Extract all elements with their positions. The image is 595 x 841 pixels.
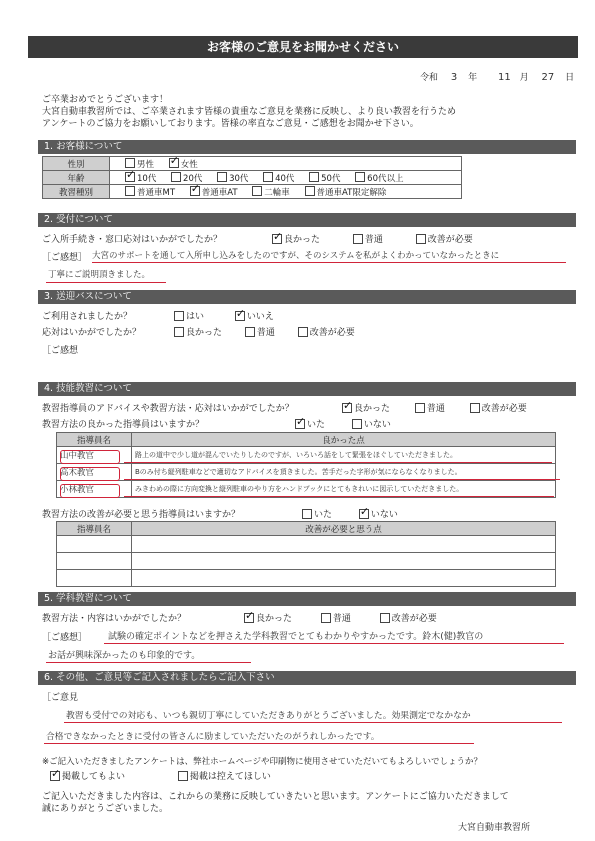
option-good[interactable]: ✓ 良かった xyxy=(342,401,390,414)
checkbox[interactable] xyxy=(263,172,273,182)
instructor-name[interactable]: 高木教官 xyxy=(57,464,132,481)
option-male[interactable]: 男性 xyxy=(125,158,154,170)
table-row xyxy=(57,481,556,498)
table-row xyxy=(43,185,462,199)
improvement-point[interactable] xyxy=(132,536,556,553)
instructor-name[interactable]: 小林教官 xyxy=(57,481,132,498)
table-row xyxy=(57,536,556,553)
s5-comment-line[interactable]: お話が興味深かったのも印象的です。 xyxy=(48,651,201,661)
option-no[interactable]: ✓ いいえ xyxy=(235,309,274,322)
checkbox[interactable] xyxy=(217,172,227,182)
improvement-point[interactable] xyxy=(132,553,556,570)
table-header-row xyxy=(57,433,556,447)
checkbox[interactable] xyxy=(321,613,331,623)
col-header-improvement-points: 改善が必要と思う点 xyxy=(132,522,556,536)
s6-comment-line[interactable]: 合格できなかったときに受付の皆さんに励ましていただいたのがうれしかったです。 xyxy=(46,732,380,742)
improvement-point[interactable] xyxy=(132,570,556,587)
closing-text xyxy=(42,791,572,815)
col-header-name: 指導員名 xyxy=(57,433,132,447)
option-yes[interactable]: はい xyxy=(174,309,204,322)
option-needs-improvement[interactable]: 改善が必要 xyxy=(416,232,473,245)
s2-comment-label: ［ご感想］ xyxy=(42,253,88,263)
option-20s[interactable]: 20代 xyxy=(171,172,202,184)
red-box xyxy=(60,467,120,481)
intro-line: アンケートのご協力をお願いしております。皆様の率直なご意見・ご感想をお聞かせ下さい。 xyxy=(42,119,419,129)
section-5-header: 5. 学科教習について xyxy=(38,592,576,606)
checkbox[interactable] xyxy=(174,311,184,321)
date-month[interactable]: 11 xyxy=(498,72,511,83)
section-6-header: 6. その他、ご意見等ご記入されましたらご記入下さい xyxy=(38,671,576,685)
instructor-name[interactable] xyxy=(57,553,132,570)
option-no[interactable]: いない xyxy=(352,417,391,430)
checkbox[interactable] xyxy=(171,172,181,182)
section-3-header: 3. 送迎バスについて xyxy=(38,290,576,304)
red-underline xyxy=(64,722,562,723)
checkbox[interactable] xyxy=(302,509,312,519)
s3-q1: ご利用されましたか？ xyxy=(42,312,133,322)
checkbox[interactable] xyxy=(125,158,135,168)
good-instructor-table xyxy=(56,432,556,498)
s4-q3: 教習方法の改善が必要と思う指導員はいますか？ xyxy=(42,510,241,520)
date-month-unit: 月 xyxy=(519,73,529,83)
s6-comment-line[interactable]: 教習も受付での対応も、いつも親切丁寧にしていただきありがとうございました。効果測定でなかなか xyxy=(66,711,471,721)
table-row xyxy=(57,464,556,481)
consent-text: ※ご記入いただきましたアンケートは、弊社ホームページや印刷物に使用させていただいてもよろしいでしょうか？ xyxy=(42,757,482,767)
s5-question: 教習方法・内容はいかがでしたか？ xyxy=(42,614,187,624)
option-30s[interactable]: 30代 xyxy=(217,172,248,184)
option-yes[interactable]: いた xyxy=(302,507,332,520)
red-box xyxy=(60,484,120,498)
option-yes[interactable]: ✓ いた xyxy=(295,417,325,430)
s4-q3-options xyxy=(290,507,398,520)
intro-line: ご卒業おめでとうございます！ xyxy=(42,95,169,105)
option-decline-publish[interactable]: 掲載は控えてほしい xyxy=(178,769,271,782)
table-row xyxy=(57,553,556,570)
s5-comment-label: ［ご感想］ xyxy=(42,633,88,643)
option-good[interactable]: 良かった xyxy=(174,325,222,338)
checkbox[interactable] xyxy=(470,403,480,413)
improvement-instructor-table xyxy=(56,521,556,587)
signature: 大宮自動車教習所 xyxy=(458,823,531,833)
date-line xyxy=(420,70,580,83)
checkbox[interactable] xyxy=(190,186,200,196)
instructor-good-point[interactable]: Bのみ付ち縦列駐車などで適切なアドバイスを頂きました。苦手だった字形が気にならなくなりました。 xyxy=(132,464,556,481)
option-needs-improvement[interactable]: 改善が必要 xyxy=(298,325,355,338)
option-normal[interactable]: 普通 xyxy=(245,325,275,338)
row-label: 性別 xyxy=(43,157,110,171)
checkbox[interactable] xyxy=(380,613,390,623)
gender-options xyxy=(110,157,462,171)
customer-table xyxy=(42,156,462,199)
s3-q2: 応対はいかがでしたか？ xyxy=(42,328,142,338)
checkbox[interactable] xyxy=(252,186,262,196)
col-header-good-points: 良かった点 xyxy=(132,433,556,447)
checkbox[interactable] xyxy=(272,234,282,244)
table-row xyxy=(57,570,556,587)
consent-options xyxy=(50,769,271,782)
date-era: 令和 xyxy=(420,73,439,83)
date-year-unit: 年 xyxy=(468,73,478,83)
s6-comment-label: ［ご意見 xyxy=(42,693,79,703)
row-label: 年齢 xyxy=(43,171,110,185)
red-underline xyxy=(44,743,474,744)
checkbox[interactable] xyxy=(355,172,365,182)
col-header-name: 指導員名 xyxy=(57,522,132,536)
s4-q2-options xyxy=(283,417,391,430)
checkbox[interactable] xyxy=(125,172,135,182)
closing-line: 誠にありがとうございました。 xyxy=(42,804,169,814)
checkbox[interactable] xyxy=(169,158,179,168)
s2-comment-line[interactable]: 丁寧にご説明頂きました。 xyxy=(48,270,151,280)
date-day[interactable]: 27 xyxy=(541,72,555,83)
option-good[interactable]: ✓ 良かった xyxy=(244,611,292,624)
table-header-row xyxy=(57,522,556,536)
checkbox[interactable] xyxy=(353,234,363,244)
table-row xyxy=(57,447,556,464)
checkbox[interactable] xyxy=(244,613,254,623)
checkbox[interactable] xyxy=(309,172,319,182)
checkbox[interactable] xyxy=(415,403,425,413)
s4-q1-options xyxy=(330,401,527,414)
checkbox[interactable] xyxy=(235,311,245,321)
s2-options xyxy=(260,232,473,245)
checkbox[interactable] xyxy=(342,403,352,413)
red-box xyxy=(60,450,120,464)
section-4-header: 4. 技能教習について xyxy=(38,382,576,396)
row-label: 教習種別 xyxy=(43,185,110,199)
option-60s-plus[interactable]: 60代以上 xyxy=(355,172,403,184)
checkbox[interactable] xyxy=(352,419,362,429)
option-50s[interactable]: 50代 xyxy=(309,172,340,184)
option-at[interactable]: ✓ 普通車AT xyxy=(190,186,238,198)
instructor-name[interactable]: 山中教官 xyxy=(57,447,132,464)
section-2-header: 2. 受付について xyxy=(38,213,576,227)
red-underline xyxy=(124,462,552,463)
instructor-good-point[interactable]: 路上の道中で少し道が混んでいたりしたのですが、いろいろ話をして緊張をほぐしていただきました。 xyxy=(132,447,556,464)
option-at-unlimited[interactable]: 普通車AT限定解除 xyxy=(305,186,387,198)
closing-line: ご記入いただきました内容は、これからの業務に反映していきたいと思います。アンケートにご協力いただきまして xyxy=(42,792,509,802)
instructor-good-point[interactable]: みきわめの際に方向変換と縦列駐車のやり方をハンドブックにとてもきれいに図示していただきました。 xyxy=(132,481,556,498)
intro-line: 大宮自動車教習所では、ご卒業されます皆様の貴重なご意見を業務に反映し、より良い教習を行うため xyxy=(42,107,457,117)
table-row xyxy=(43,171,462,185)
instructor-name[interactable] xyxy=(57,570,132,587)
red-underline xyxy=(124,496,554,497)
checkbox[interactable] xyxy=(359,509,369,519)
checkbox[interactable] xyxy=(295,419,305,429)
checkbox[interactable] xyxy=(174,327,184,337)
s3-q2-options xyxy=(162,325,355,338)
course-options xyxy=(110,185,462,199)
option-good[interactable]: ✓ 良かった xyxy=(272,232,320,245)
s2-question: ご入所手続き・窓口応対はいかがでしたか？ xyxy=(42,235,223,245)
checkbox[interactable] xyxy=(50,771,60,781)
option-40s[interactable]: 40代 xyxy=(263,172,294,184)
checkbox[interactable] xyxy=(305,186,315,196)
option-allow-publish[interactable]: ✓掲載してもよい xyxy=(50,769,125,782)
s4-q1: 教習指導員のアドバイスや教習方法・応対はいかがでしたか？ xyxy=(42,404,294,414)
checkbox[interactable] xyxy=(298,327,308,337)
red-underline xyxy=(104,643,564,644)
red-underline xyxy=(46,282,166,283)
s5-comment-line[interactable]: 試験の確定ポイントなどを押さえた学科教習でとてもわかりやすかったです。鈴木(健)教官の xyxy=(108,632,484,642)
age-options xyxy=(110,171,462,185)
table-row xyxy=(43,157,462,171)
red-underline xyxy=(124,479,560,480)
option-mt[interactable]: 普通車MT xyxy=(125,186,175,198)
checkbox[interactable] xyxy=(178,771,188,781)
s2-comment-line[interactable]: 大宮のサポートを通して入所申し込みをしたのですが、そのシステムを私がよくわかっていなかったときに xyxy=(92,251,500,261)
date-year[interactable]: 3 xyxy=(450,72,458,83)
option-10s[interactable]: ✓ 10代 xyxy=(125,172,156,184)
option-normal[interactable]: 普通 xyxy=(415,401,445,414)
intro-text xyxy=(42,94,562,130)
option-needs-improvement[interactable]: 改善が必要 xyxy=(380,611,437,624)
option-female[interactable]: ✓ 女性 xyxy=(169,158,198,170)
s5-options xyxy=(232,611,437,624)
red-underline xyxy=(46,662,251,663)
checkbox[interactable] xyxy=(125,186,135,196)
s4-q2: 教習方法の良かった指導員はいますか？ xyxy=(42,420,205,430)
checkbox[interactable] xyxy=(416,234,426,244)
option-motorcycle[interactable]: 二輪車 xyxy=(252,186,290,198)
date-day-unit: 日 xyxy=(565,73,575,83)
option-normal[interactable]: 普通 xyxy=(321,611,351,624)
option-needs-improvement[interactable]: 改善が必要 xyxy=(470,401,527,414)
page-title: お客様のご意見をお聞かせください xyxy=(28,36,578,58)
checkbox[interactable] xyxy=(245,327,255,337)
s3-comment-label: ［ご感想 xyxy=(42,346,79,356)
section-1-header: 1. お客様について xyxy=(38,140,576,154)
option-normal[interactable]: 普通 xyxy=(353,232,383,245)
s3-q1-options xyxy=(162,309,274,322)
instructor-name[interactable] xyxy=(57,536,132,553)
red-underline xyxy=(92,262,566,263)
option-no[interactable]: ✓ いない xyxy=(359,507,398,520)
